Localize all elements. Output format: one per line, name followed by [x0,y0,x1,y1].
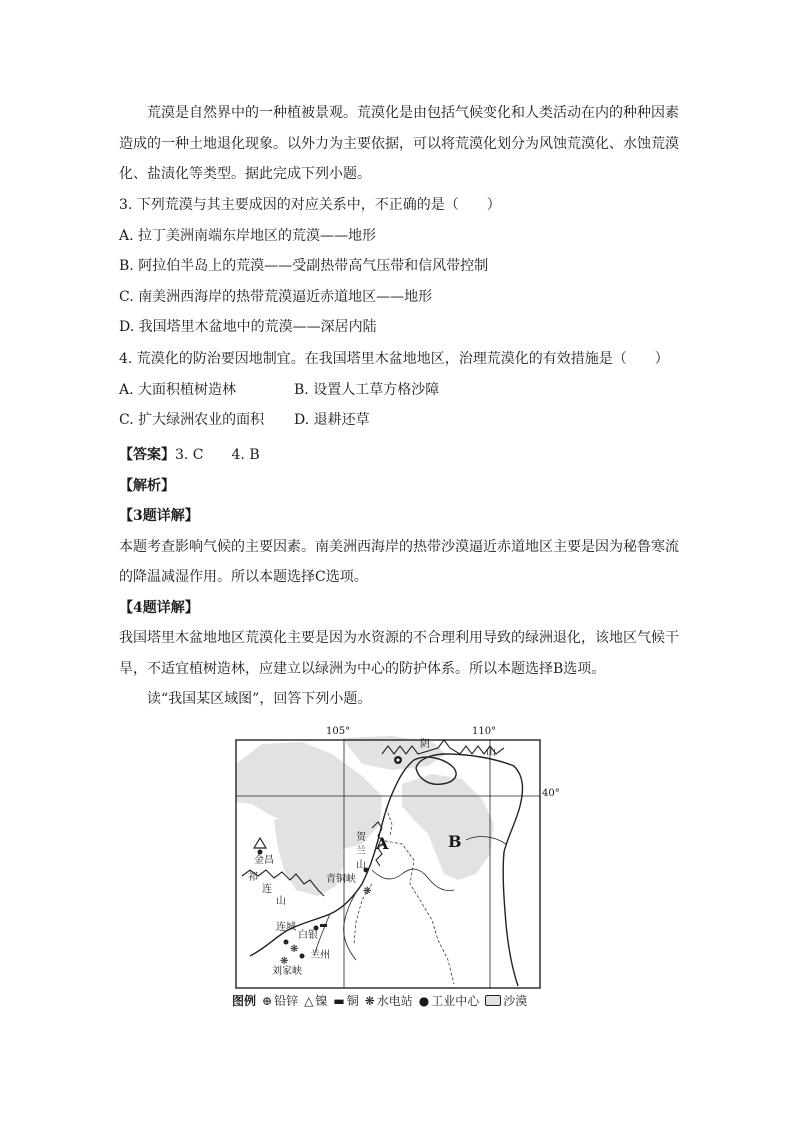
region-map [232,724,560,1014]
label-qilian-2: 连 [262,884,272,895]
industry-center-icon: ● [418,993,430,1008]
answer-value: 3. C 4. B [175,447,260,463]
q3-option-c: C. 南美洲西海岸的热带荒漠逼近赤道地区——地形 [119,288,433,305]
desert-east [402,774,494,880]
detail-3-label: 【3题详解】 [119,508,199,524]
label-helan-3: 山 [356,860,366,871]
label-lat-40: 40° [542,788,560,799]
q4-stem: 4. 荒漠化的防治要因地制宜。在我国塔里木盆地地区，治理荒漠化的有效措施是（ ） [119,351,669,367]
q4-options-row-1 [119,375,679,406]
map-legend [232,992,546,1009]
jinchang-industry-icon [258,850,263,855]
q4-option-c: C. 扩大绿洲农业的面积 [119,412,265,428]
region-map-drawing [232,724,546,992]
leadzinc-icon: ⊕ [262,993,273,1008]
legend-copper-label: 铜 [346,994,359,1008]
label-baiyin: 白银 [298,930,318,941]
legend-hydro [365,992,413,1009]
lanzhou-hydro-icon: ❋ [290,944,299,955]
qingtongxia-hydro-icon: ❋ [363,886,372,897]
q3-option-a: A. 拉丁美洲南端东岸地区的荒漠——地形 [119,227,377,244]
legend-industry [419,992,480,1009]
intro-line-1: 荒漠是自然界中的一种植被景观。荒漠化是由包括气候变化和人类活动在内的种种因素 [147,105,679,121]
intro-paragraph [119,98,679,190]
label-region-b: B [448,832,462,851]
label-helan-2: 兰 [356,846,366,857]
river-tributary-2 [372,869,454,890]
analysis-label: 【解析】 [119,477,175,494]
label-lon-110: 110° [472,726,497,737]
legend-nickel [304,992,327,1009]
boundary-2 [386,808,392,836]
q3-stem: 3. 下列荒漠与其主要成因的对应关系中，不正确的是（ ） [119,197,501,213]
detail-3-line-1: 本题考查影响气候的主要因素。南美洲西海岸的热带沙漠逼近赤道地区主要是因为秘鲁寒流 [119,538,679,555]
question-3 [119,190,679,343]
intro-line-2: 造成的一种土地退化现象。以外力为主要依据，可以将荒漠化划分为风蚀荒漠化、水蚀荒漠 [119,135,679,152]
q3-option-d: D. 我国塔里木盆地中的荒漠——深居内陆 [119,319,377,335]
hydro-station-icon: ❋ [364,993,375,1008]
map-intro: 读“我国某区域图”，回答下列小题。 [147,691,372,707]
legend-copper [333,992,358,1009]
label-qingtongxia: 青铜峡 [326,874,356,885]
answer-label: 【答案】 [119,447,175,463]
legend-title: 图例 [232,994,257,1008]
nickel-mine-icon [254,838,266,848]
answer-section [119,440,679,715]
label-shan-yin: 山 [486,747,496,758]
label-qilian-1: 祁 [248,872,258,883]
label-lon-105: 105° [326,726,351,737]
liujiaxia-hydro-icon: ❋ [280,956,289,967]
q4-options-row-2 [119,405,679,436]
legend-industry-label: 工业中心 [431,994,480,1008]
q4-option-b: B. 设置人工草方格沙障 [294,381,440,398]
label-region-a: A [376,834,389,853]
label-qilian-3: 山 [276,896,286,907]
q4-option-d: D. 退耕还草 [294,412,370,428]
legend-hydro-label: 水电站 [376,994,413,1008]
label-liujiaxia: 刘家峡 [272,966,302,977]
label-liancheng: 连城 [276,922,296,933]
legend-leadzinc-label: 铅锌 [274,994,299,1008]
question-4 [119,344,679,436]
legend-nickel-label: 镍 [315,994,328,1008]
legend-leadzinc [262,992,298,1009]
q4-option-a: A. 大面积植树造林 [119,381,237,398]
copper-icon: ▬ [333,993,345,1008]
intro-line-3: 化、盐渍化等类型。据此完成下列小题。 [119,166,371,182]
lanzhou-industry-icon [300,954,305,959]
detail-3-line-2: 的降温减湿作用。所以本题选择C选项。 [119,569,368,585]
detail-4-label: 【4题详解】 [119,599,199,616]
copper-mine-icon [320,924,327,927]
legend-desert-label: 沙漠 [503,994,528,1008]
legend-desert [485,992,527,1009]
answer-line [119,440,679,471]
desert-icon [485,995,501,1006]
label-lanzhou: 兰州 [310,950,330,961]
liancheng-industry-icon [284,940,289,945]
detail-4-line-1: 我国塔里木盆地地区荒漠化主要是因为水资源的不合理利用导致的绿洲退化，该地区气候干 [119,630,679,646]
q3-option-b: B. 阿拉伯半岛上的荒漠——受副热带高气压带和信风带控制 [119,258,489,274]
desert-north-strip [342,736,446,770]
detail-4-line-2: 旱，不适宜植树造林，应建立以绿洲为中心的防护体系。所以本题选择B选项。 [119,660,606,677]
label-yin: 阴 [420,739,430,750]
label-helan-1: 贺 [356,832,366,843]
label-jinchang: 金昌 [254,855,274,866]
nickel-icon: △ [304,993,314,1008]
